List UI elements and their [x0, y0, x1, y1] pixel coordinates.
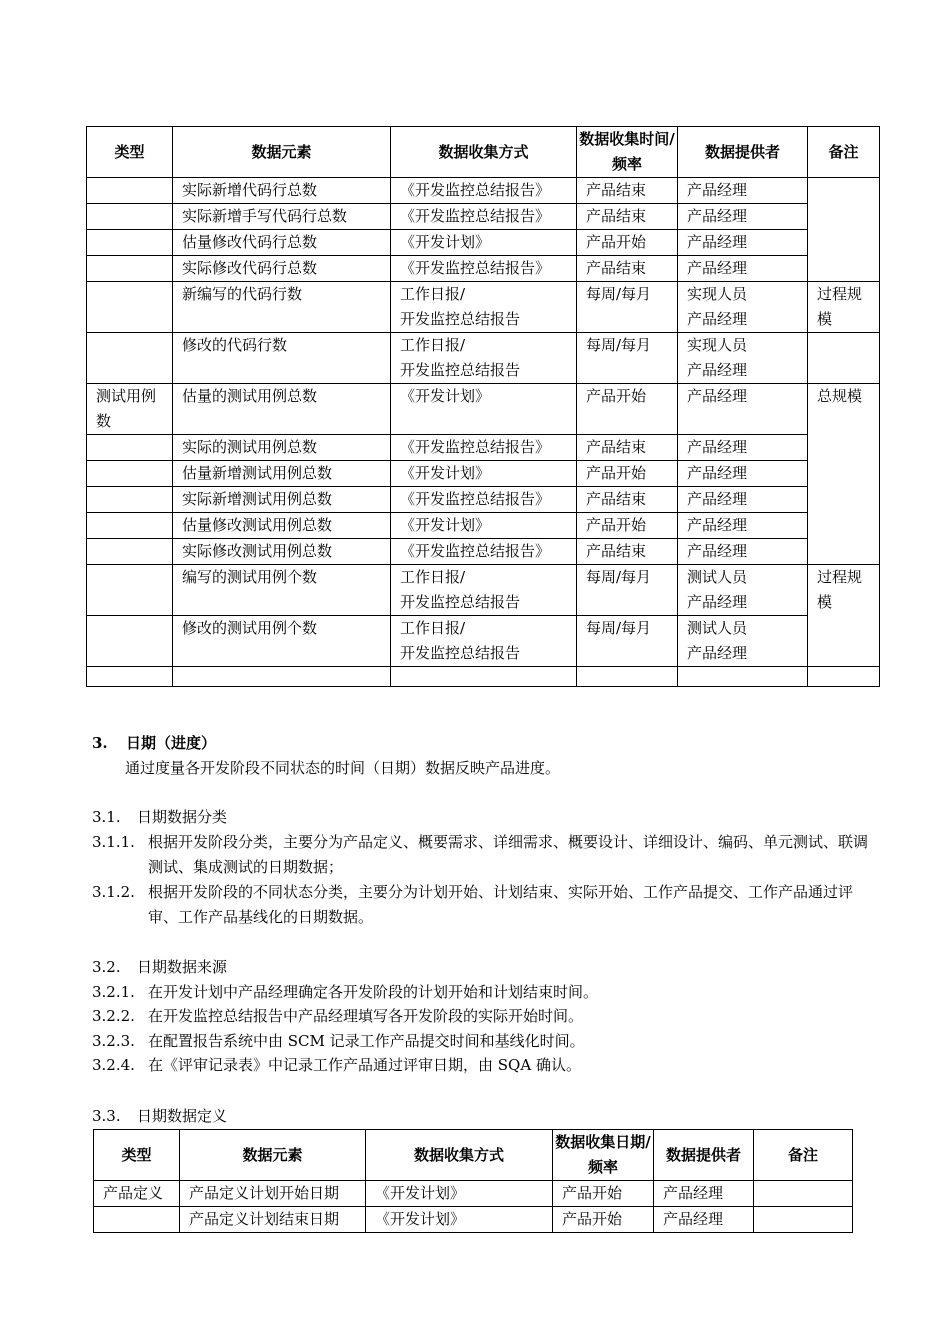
cell-frequency: [577, 565, 678, 616]
cell-provider: [678, 178, 808, 204]
item-3-1-1: [92, 830, 872, 880]
cell-line: 《开发监控总结报告》: [400, 207, 551, 225]
item-text: 根据开发阶段的不同状态分类，主要分为计划开始、计划结束、实际开始、工作产品提交、工作产品通过评审、工作产品基线化的日期数据。: [148, 883, 854, 926]
cell-line: 开发监控总结报告: [400, 644, 521, 662]
header-note: 备注: [754, 1130, 853, 1181]
cell-element: [173, 178, 391, 204]
table-header-row: [94, 1130, 853, 1181]
table-row: [87, 616, 880, 667]
subsection-number: 3.3.: [92, 1107, 121, 1125]
cell-line: 产品经理: [687, 644, 748, 662]
cell-frequency: [577, 204, 678, 230]
cell-line: 数据收集: [579, 130, 640, 148]
table-row: [87, 487, 880, 513]
cell-frequency: [577, 667, 678, 687]
cell-line: 产品结束: [586, 259, 647, 277]
cell-line: 数据提供: [665, 1145, 726, 1164]
cell-line: 《开发监控总结报告》: [400, 490, 551, 508]
cell-line: 产品结束: [586, 207, 647, 225]
header-provider: 数据提供者: [678, 127, 808, 178]
cell-frequency: [577, 178, 678, 204]
cell-note: [808, 178, 880, 282]
cell-line: 《开发计划》: [400, 464, 491, 482]
cell-element: [173, 487, 391, 513]
subsection-3-1: [92, 805, 227, 829]
table-row: [87, 667, 880, 687]
subsection-number: 3.1.: [92, 808, 121, 826]
cell-line: 产品定义计划开始日期: [189, 1184, 340, 1202]
cell-line: 产品经理: [687, 387, 748, 405]
cell-line: 每周/每月: [586, 285, 652, 303]
cell-line: 总规模: [817, 387, 863, 405]
cell-element: [173, 616, 391, 667]
cell-line: 产品经理: [687, 490, 748, 508]
item-text: 在《评审记录表》中记录工作产品通过评审日期，由 SQA 确认。: [148, 1056, 581, 1074]
section-3-intro: 通过度量各开发阶段不同状态的时间（日期）数据反映产品进度。: [125, 759, 561, 777]
cell-method: [391, 204, 577, 230]
cell-note: [754, 1181, 853, 1207]
table-row: [87, 230, 880, 256]
cell-element: [173, 539, 391, 565]
cell-method: [391, 461, 577, 487]
cell-method: [391, 616, 577, 667]
cell-method: [391, 230, 577, 256]
cell-provider: [678, 565, 808, 616]
cell-line: 产品经理: [687, 361, 748, 379]
cell-type: [87, 513, 173, 539]
cell-provider: [678, 282, 808, 333]
cell-provider: [678, 487, 808, 513]
cell-line: 新编写的代码行数: [182, 285, 303, 303]
cell-type: [87, 487, 173, 513]
item-number: 3.1.2.: [92, 883, 135, 901]
cell-line: 《开发监控总结报告》: [400, 542, 551, 560]
item-number: 3.2.1.: [92, 983, 135, 1001]
cell-line: 产品经理: [687, 593, 748, 611]
cell-frequency: [577, 435, 678, 461]
cell-line: 工作日报/: [400, 285, 466, 303]
item-3-1-2: [92, 880, 872, 930]
cell-type: [87, 565, 173, 616]
cell-frequency: [577, 384, 678, 435]
cell-provider: [678, 513, 808, 539]
cell-line: 实际新增测试用例总数: [182, 490, 333, 508]
cell-method: [366, 1207, 553, 1233]
cell-element: [173, 333, 391, 384]
cell-method: [366, 1181, 553, 1207]
cell-frequency: [577, 230, 678, 256]
cell-line: 产品经理: [687, 310, 748, 328]
cell-line: 估量新增测试用例总数: [182, 464, 333, 482]
cell-method: [391, 333, 577, 384]
cell-provider: [678, 230, 808, 256]
cell-element: [173, 667, 391, 687]
cell-line: 开发监控总结报告: [400, 310, 521, 328]
cell-line: 测试人员: [687, 619, 748, 637]
cell-type: [87, 667, 173, 687]
cell-line: 过程规: [817, 568, 863, 586]
cell-element: [173, 435, 391, 461]
cell-line: 测试用例: [96, 387, 157, 405]
subsection-title: 日期数据来源: [137, 958, 228, 976]
cell-note: [808, 565, 880, 667]
cell-line: 产品开始: [586, 464, 647, 482]
cell-type: [94, 1181, 180, 1207]
cell-line: 测试人员: [687, 568, 748, 586]
cell-provider: [654, 1181, 754, 1207]
cell-line: 模: [817, 593, 833, 611]
cell-frequency: [577, 256, 678, 282]
cell-line: 每周/每月: [586, 336, 652, 354]
cell-element: [173, 230, 391, 256]
cell-line: 工作日报/: [400, 619, 466, 637]
item-number: 3.1.1.: [92, 833, 135, 851]
table-row: [87, 539, 880, 565]
cell-element: [173, 565, 391, 616]
cell-line: 时间/频率: [611, 130, 675, 173]
cell-line: 者: [726, 1145, 742, 1164]
table-row: [87, 178, 880, 204]
cell-line: 每周/每月: [586, 568, 652, 586]
cell-provider: [678, 333, 808, 384]
cell-element: [173, 204, 391, 230]
cell-line: 《开发监控总结报告》: [400, 181, 551, 199]
cell-line: 修改的测试用例个数: [182, 619, 318, 637]
size-data-table: [86, 126, 880, 687]
item-3-2-2: [92, 1004, 872, 1029]
cell-type: [87, 461, 173, 487]
cell-element: [173, 513, 391, 539]
table-row: [87, 204, 880, 230]
table-row: [87, 282, 880, 333]
cell-method: [391, 384, 577, 435]
cell-note: [808, 384, 880, 565]
cell-type: [87, 178, 173, 204]
cell-provider: [678, 667, 808, 687]
cell-provider: [678, 616, 808, 667]
cell-line: 产品开始: [562, 1210, 623, 1228]
cell-line: 《开发监控总结报告》: [400, 438, 551, 456]
table-header-row: [87, 127, 880, 178]
item-text: 在配置报告系统中由 SCM 记录工作产品提交时间和基线化时间。: [148, 1032, 585, 1050]
header-frequency: [553, 1130, 654, 1181]
cell-frequency: [553, 1181, 654, 1207]
cell-method: [391, 565, 577, 616]
cell-method: [391, 513, 577, 539]
section-number: 3.: [92, 734, 108, 752]
cell-type: [87, 435, 173, 461]
subsection-title: 日期数据分类: [137, 808, 228, 826]
cell-element: [180, 1181, 366, 1207]
item-text: 根据开发阶段分类，主要分为产品定义、概要需求、详细需求、概要设计、详细设计、编码、单元测试、联调测试、集成测试的日期数据；: [148, 833, 869, 876]
cell-line: 编写的测试用例个数: [182, 568, 318, 586]
cell-line: 修改的代码行数: [182, 336, 288, 354]
table-row: [87, 256, 880, 282]
header-frequency: [577, 127, 678, 178]
cell-line: 实际的测试用例总数: [182, 438, 318, 456]
subsection-number: 3.2.: [92, 958, 121, 976]
cell-line: 产品结束: [586, 490, 647, 508]
cell-line: 数据收集: [555, 1133, 616, 1151]
table-row: [87, 565, 880, 616]
cell-line: 产品结束: [586, 181, 647, 199]
cell-line: 《开发计划》: [400, 387, 491, 405]
table-row: [87, 333, 880, 384]
item-number: 3.2.2.: [92, 1007, 135, 1025]
cell-line: 产品经理: [687, 542, 748, 560]
header-type: 类型: [87, 127, 173, 178]
cell-line: 开发监控总结报告: [400, 361, 521, 379]
cell-line: 产品经理: [663, 1184, 724, 1202]
cell-line: 《开发计划》: [400, 233, 491, 251]
table-row: [87, 513, 880, 539]
cell-line: 开发监控总结报告: [400, 593, 521, 611]
item-3-2-4: [92, 1053, 872, 1078]
header-element: 数据元素: [173, 127, 391, 178]
cell-line: 估量的测试用例总数: [182, 387, 318, 405]
cell-line: 产品结束: [586, 438, 647, 456]
cell-line: 《开发监控总结报告》: [400, 259, 551, 277]
cell-line: 产品开始: [562, 1184, 623, 1202]
subsection-3-3: [92, 1104, 227, 1128]
cell-line: 产品经理: [687, 181, 748, 199]
cell-line: 产品经理: [687, 259, 748, 277]
section-heading: 日期（进度）: [126, 734, 217, 752]
cell-frequency: [577, 616, 678, 667]
header-note: 备注: [808, 127, 880, 178]
cell-method: [391, 282, 577, 333]
cell-note: [808, 667, 880, 687]
cell-frequency: [577, 487, 678, 513]
table-row: [87, 384, 880, 435]
item-number: 3.2.3.: [92, 1032, 135, 1050]
table-row: [94, 1181, 853, 1207]
cell-line: 实际修改测试用例总数: [182, 542, 333, 560]
cell-line: 产品经理: [687, 207, 748, 225]
cell-note: [754, 1207, 853, 1233]
subsection-title: 日期数据定义: [137, 1107, 228, 1125]
cell-method: [391, 178, 577, 204]
cell-line: 模: [817, 310, 833, 328]
header-provider: [654, 1130, 754, 1181]
cell-line: 产品经理: [687, 233, 748, 251]
header-method: 数据收集方式: [366, 1130, 553, 1181]
cell-line: 产品结束: [586, 542, 647, 560]
cell-line: 实际新增手写代码行总数: [182, 207, 348, 225]
cell-line: 实际修改代码行总数: [182, 259, 318, 277]
cell-line: 实现人员: [687, 285, 748, 303]
cell-frequency: [577, 282, 678, 333]
cell-element: [173, 461, 391, 487]
table-row: [87, 435, 880, 461]
cell-element: [173, 256, 391, 282]
cell-method: [391, 256, 577, 282]
cell-type: [87, 384, 173, 435]
cell-element: [180, 1207, 366, 1233]
cell-provider: [678, 204, 808, 230]
cell-type: [87, 333, 173, 384]
subsection-3-2: [92, 955, 227, 979]
cell-line: 实现人员: [687, 336, 748, 354]
cell-line: 过程规: [817, 285, 863, 303]
cell-line: 产品定义计划结束日期: [189, 1210, 340, 1228]
item-number: 3.2.4.: [92, 1056, 135, 1074]
cell-method: [391, 667, 577, 687]
date-data-table: [93, 1129, 853, 1233]
cell-frequency: [577, 333, 678, 384]
table-row: [94, 1207, 853, 1233]
item-3-2-3: [92, 1029, 872, 1054]
cell-line: 日期/频率: [587, 1133, 651, 1176]
cell-line: 《开发计划》: [375, 1184, 466, 1202]
cell-provider: [678, 435, 808, 461]
cell-type: [87, 282, 173, 333]
cell-line: 《开发计划》: [400, 516, 491, 534]
item-text: 在开发计划中产品经理确定各开发阶段的计划开始和计划结束时间。: [148, 983, 599, 1001]
cell-type: [87, 539, 173, 565]
cell-line: 产品经理: [687, 438, 748, 456]
cell-frequency: [577, 461, 678, 487]
cell-provider: [678, 256, 808, 282]
item-text: 在开发监控总结报告中产品经理填写各开发阶段的实际开始时间。: [148, 1007, 584, 1025]
cell-line: 产品经理: [687, 464, 748, 482]
cell-note: [808, 333, 880, 384]
cell-line: 实际新增代码行总数: [182, 181, 318, 199]
header-method: 数据收集方式: [391, 127, 577, 178]
cell-provider: [678, 461, 808, 487]
cell-line: 产品定义: [103, 1184, 164, 1202]
cell-line: 产品开始: [586, 233, 647, 251]
cell-line: 产品开始: [586, 387, 647, 405]
item-3-2-1: [92, 980, 872, 1005]
cell-frequency: [553, 1207, 654, 1233]
cell-line: 估量修改测试用例总数: [182, 516, 333, 534]
cell-provider: [678, 384, 808, 435]
cell-type: [87, 616, 173, 667]
cell-line: 数: [96, 412, 112, 430]
cell-element: [173, 282, 391, 333]
cell-line: 产品经理: [663, 1210, 724, 1228]
cell-line: 产品开始: [586, 516, 647, 534]
cell-element: [173, 384, 391, 435]
cell-frequency: [577, 513, 678, 539]
cell-provider: [654, 1207, 754, 1233]
cell-line: 工作日报/: [400, 568, 466, 586]
cell-frequency: [577, 539, 678, 565]
cell-line: 每周/每月: [586, 619, 652, 637]
cell-type: [87, 256, 173, 282]
cell-note: [808, 282, 880, 333]
section-3-title: [92, 731, 216, 755]
cell-method: [391, 435, 577, 461]
cell-type: [87, 230, 173, 256]
cell-type: [87, 204, 173, 230]
cell-method: [391, 487, 577, 513]
cell-line: 产品经理: [687, 516, 748, 534]
table-row: [87, 461, 880, 487]
cell-method: [391, 539, 577, 565]
cell-line: 工作日报/: [400, 336, 466, 354]
cell-line: 估量修改代码行总数: [182, 233, 318, 251]
cell-type: [94, 1207, 180, 1233]
header-element: 数据元素: [180, 1130, 366, 1181]
cell-line: 《开发计划》: [375, 1210, 466, 1228]
header-type: 类型: [94, 1130, 180, 1181]
cell-provider: [678, 539, 808, 565]
